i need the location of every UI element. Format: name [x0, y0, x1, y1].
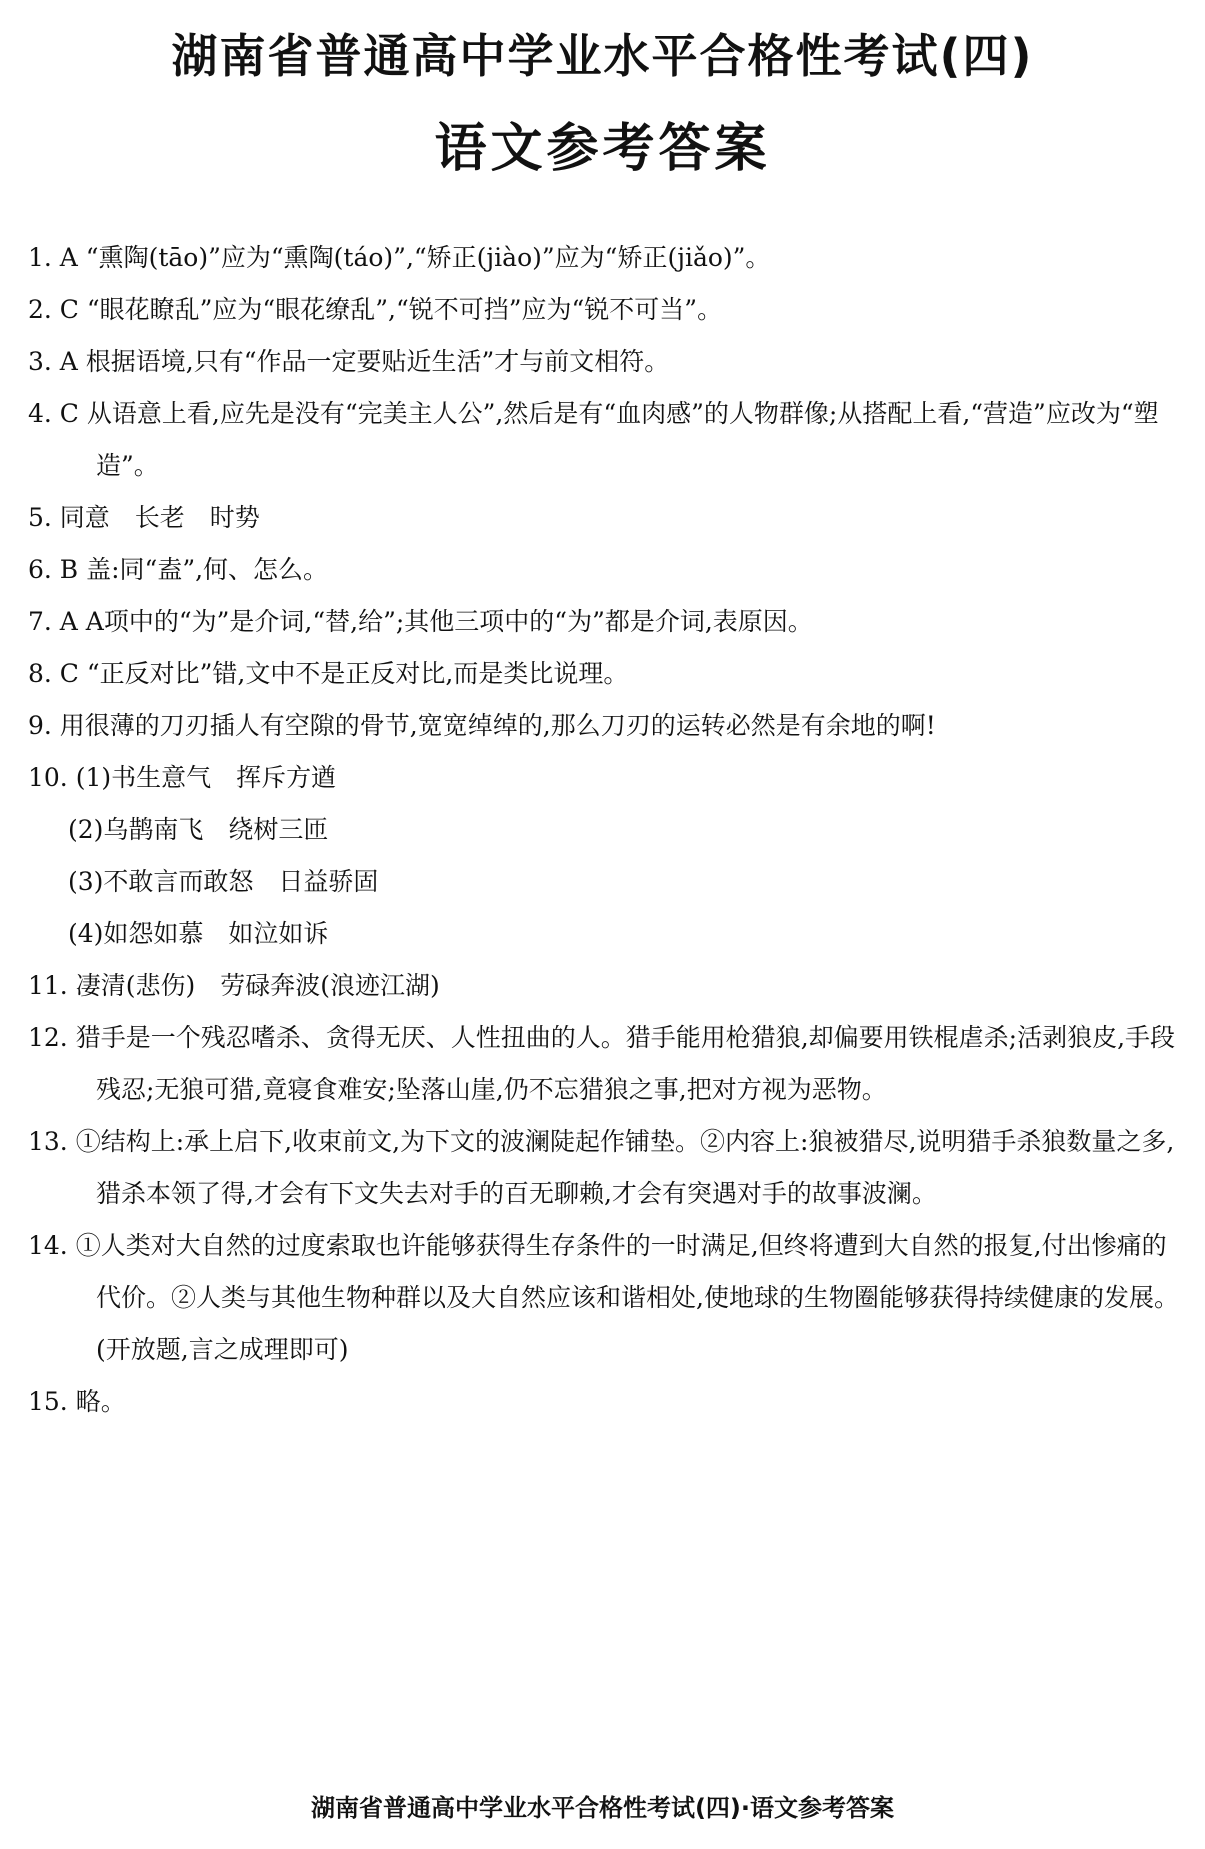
answer-item-4: 4. C 从语意上看,应先是没有“完美主人公”,然后是有“血肉感”的人物群像;从搭配上看,“营造”应改为“塑造”。 — [28, 399, 1159, 480]
answer-item-1: 1. A “熏陶(tāo)”应为“熏陶(táo)”,“矫正(jiào)”应为“矫正(jiǎo)”。 — [28, 243, 771, 272]
answer-item-13: 13. ①结构上:承上启下,收束前文,为下文的波澜陡起作铺垫。②内容上:狼被猎尽,说明猎手杀狼数量之多,猎杀本领了得,才会有下文失去对手的百无聊赖,才会有突遇对手的故事波澜。 — [28, 1127, 1175, 1208]
answer-item-2: 2. C “眼花瞭乱”应为“眼花缭乱”,“锐不可挡”应为“锐不可当”。 — [28, 295, 723, 324]
answer-item-10-2: (2)乌鹊南飞 绕树三匝 — [68, 815, 329, 844]
answer-item-10-4: (4)如怨如慕 如泣如诉 — [68, 919, 329, 948]
answer-item-9: 9. 用很薄的刀刃插人有空隙的骨节,宽宽绰绰的,那么刀刃的运转必然是有余地的啊! — [28, 711, 936, 740]
answer-item-11: 11. 凄清(悲伤) 劳碌奔波(浪迹江湖) — [28, 971, 440, 1000]
answer-item-3: 3. A 根据语境,只有“作品一定要贴近生活”才与前文相符。 — [28, 347, 670, 376]
answer-item-14: 14. ①人类对大自然的过度索取也许能够获得生存条件的一时满足,但终将遭到大自然的报复,付出惨痛的代价。②人类与其他生物种群以及大自然应该和谐相处,使地球的生物圈能够获得持续健康的发展。(开放题,言之成理即可) — [28, 1231, 1179, 1364]
answer-list — [28, 232, 1188, 1428]
page-subtitle: 语文参考答案 — [434, 119, 771, 179]
answer-item-7: 7. A A项中的“为”是介词,“替,给”;其他三项中的“为”都是介词,表原因。 — [28, 607, 813, 636]
answer-item-10-3: (3)不敢言而敢怒 日益骄固 — [68, 867, 379, 896]
answer-item-6: 6. B 盖:同“盍”,何、怎么。 — [28, 555, 329, 584]
answer-item-5: 5. 同意 长老 时势 — [28, 503, 260, 532]
page-title: 湖南省普通高中学业水平合格性考试(四) — [171, 29, 1034, 83]
answer-item-10-1: 10. (1)书生意气 挥斥方遒 — [28, 763, 337, 792]
answer-item-15: 15. 略。 — [28, 1387, 126, 1416]
answer-item-12: 12. 猎手是一个残忍嗜杀、贪得无厌、人性扭曲的人。猎手能用枪猎狼,却偏要用铁棍虐杀;活剥狼皮,手段残忍;无狼可猎,竟寝食难安;坠落山崖,仍不忘猎狼之事,把对方视为恶物。 — [28, 1023, 1176, 1104]
answer-item-8: 8. C “正反对比”错,文中不是正反对比,而是类比说理。 — [28, 659, 629, 688]
page-footer: 湖南省普通高中学业水平合格性考试(四)·语文参考答案 — [310, 1794, 895, 1822]
